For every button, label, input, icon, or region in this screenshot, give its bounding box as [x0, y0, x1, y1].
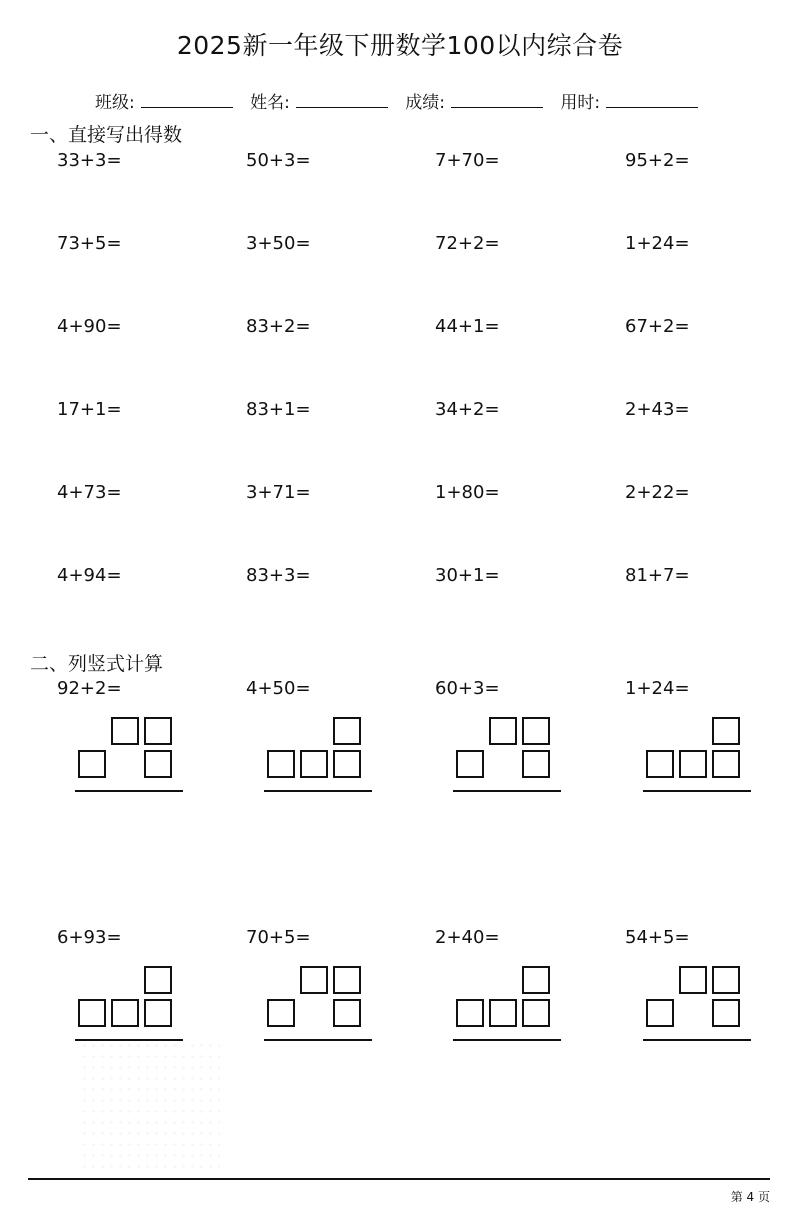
answer-box[interactable]	[489, 999, 517, 1027]
scan-noise	[80, 1040, 220, 1170]
vertical-problem: 60+3=	[435, 678, 500, 699]
answer-line	[75, 790, 183, 792]
answer-box[interactable]	[522, 999, 550, 1027]
answer-box[interactable]	[333, 717, 361, 745]
answer-line	[264, 1039, 372, 1041]
answer-box[interactable]	[267, 750, 295, 778]
vertical-problem: 70+5=	[246, 927, 311, 948]
page-title: 2025新一年级下册数学100以内综合卷	[176, 31, 624, 60]
answer-box[interactable]	[333, 999, 361, 1027]
name-blank	[296, 91, 388, 108]
answer-box[interactable]	[456, 750, 484, 778]
vertical-problem: 4+50=	[246, 678, 311, 699]
vertical-problem: 2+40=	[435, 927, 500, 948]
answer-box[interactable]	[712, 750, 740, 778]
vertical-problem: 6+93=	[57, 927, 122, 948]
answer-box[interactable]	[712, 717, 740, 745]
answer-box[interactable]	[78, 750, 106, 778]
oral-problem: 3+50=	[246, 233, 311, 254]
answer-line	[264, 790, 372, 792]
answer-box[interactable]	[522, 717, 550, 745]
oral-problem: 34+2=	[435, 399, 500, 420]
oral-problem: 4+90=	[57, 316, 122, 337]
class-label: 班级:	[95, 93, 135, 113]
oral-problem: 83+2=	[246, 316, 311, 337]
answer-box[interactable]	[646, 750, 674, 778]
answer-box[interactable]	[144, 750, 172, 778]
oral-problem: 17+1=	[57, 399, 122, 420]
class-blank	[141, 91, 233, 108]
oral-problem: 83+1=	[246, 399, 311, 420]
answer-box[interactable]	[646, 999, 674, 1027]
oral-problem: 2+22=	[625, 482, 690, 503]
oral-problem: 4+73=	[57, 482, 122, 503]
oral-problem: 81+7=	[625, 565, 690, 586]
oral-problem: 83+3=	[246, 565, 311, 586]
answer-box[interactable]	[679, 966, 707, 994]
answer-line	[453, 1039, 561, 1041]
name-label: 姓名:	[250, 93, 290, 113]
time-label: 用时:	[560, 93, 601, 113]
answer-box[interactable]	[712, 966, 740, 994]
oral-problem: 30+1=	[435, 565, 500, 586]
answer-box[interactable]	[111, 717, 139, 745]
vertical-problem: 92+2=	[57, 678, 122, 699]
score-blank	[451, 91, 543, 108]
section1-title: 一、直接写出得数	[30, 124, 183, 146]
answer-box[interactable]	[144, 717, 172, 745]
answer-box[interactable]	[111, 999, 139, 1027]
oral-problem: 50+3=	[246, 150, 311, 171]
answer-box[interactable]	[522, 966, 550, 994]
answer-box[interactable]	[456, 999, 484, 1027]
oral-problem: 67+2=	[625, 316, 690, 337]
vertical-problem: 54+5=	[625, 927, 690, 948]
footer-divider	[28, 1178, 770, 1180]
oral-problem: 4+94=	[57, 565, 122, 586]
oral-problem: 72+2=	[435, 233, 500, 254]
answer-box[interactable]	[489, 717, 517, 745]
oral-problem: 3+71=	[246, 482, 311, 503]
section2-title: 二、列竖式计算	[30, 653, 164, 675]
oral-problem: 1+80=	[435, 482, 500, 503]
oral-problem: 1+24=	[625, 233, 690, 254]
student-info-row	[95, 88, 710, 113]
answer-box[interactable]	[712, 999, 740, 1027]
answer-box[interactable]	[300, 966, 328, 994]
page-number: 第 4 页	[730, 1190, 770, 1204]
time-blank	[606, 91, 698, 108]
oral-problem: 73+5=	[57, 233, 122, 254]
answer-box[interactable]	[267, 999, 295, 1027]
answer-line	[453, 790, 561, 792]
answer-box[interactable]	[144, 999, 172, 1027]
oral-problem: 2+43=	[625, 399, 690, 420]
answer-line	[643, 1039, 751, 1041]
answer-box[interactable]	[300, 750, 328, 778]
answer-box[interactable]	[522, 750, 550, 778]
oral-problem: 7+70=	[435, 150, 500, 171]
answer-box[interactable]	[333, 966, 361, 994]
answer-box[interactable]	[679, 750, 707, 778]
answer-box[interactable]	[78, 999, 106, 1027]
answer-box[interactable]	[144, 966, 172, 994]
score-label: 成绩:	[405, 93, 446, 113]
answer-line	[643, 790, 751, 792]
vertical-problem: 1+24=	[625, 678, 690, 699]
oral-problem: 33+3=	[57, 150, 122, 171]
answer-box[interactable]	[333, 750, 361, 778]
oral-problem: 44+1=	[435, 316, 500, 337]
oral-problem: 95+2=	[625, 150, 690, 171]
